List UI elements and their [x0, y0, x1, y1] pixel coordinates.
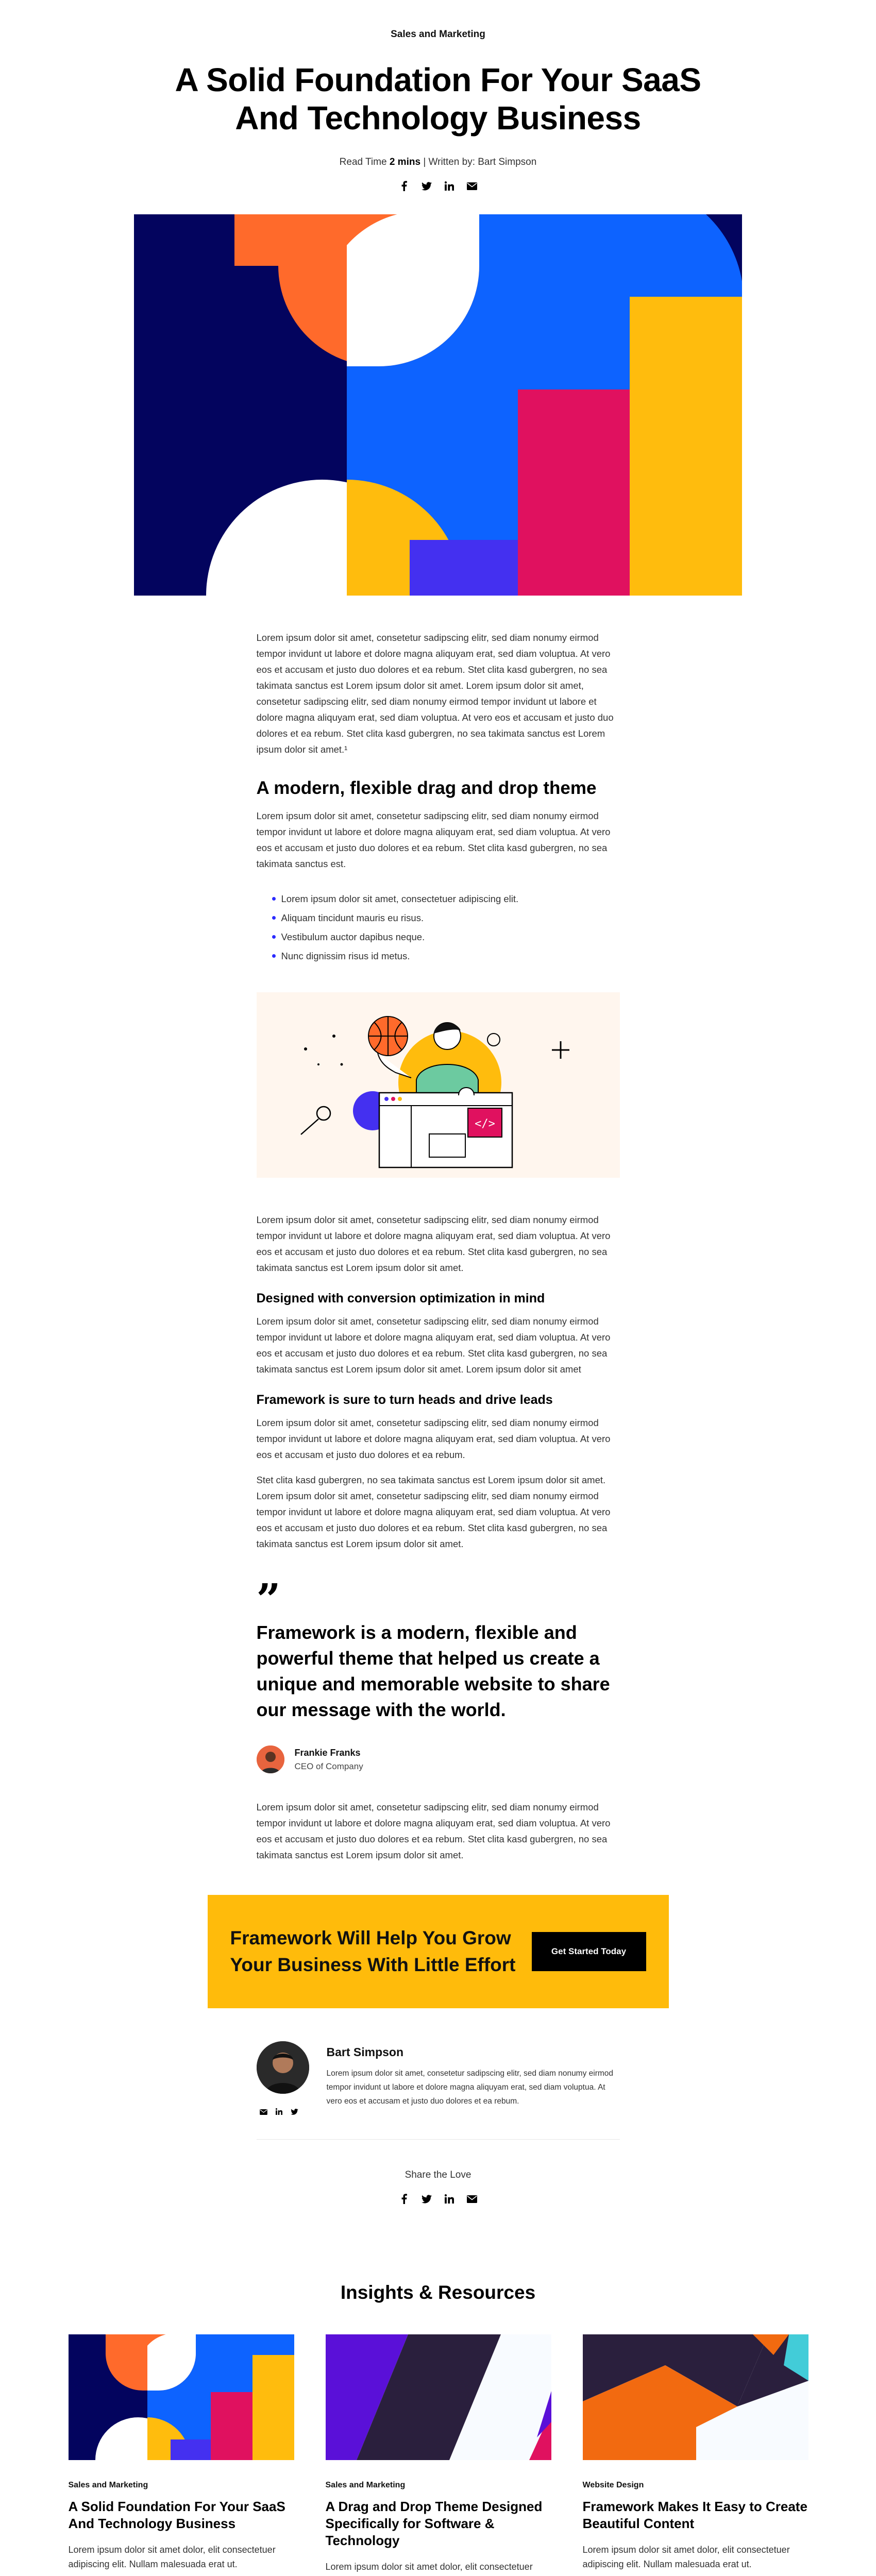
author-name[interactable]: Bart Simpson — [326, 2045, 404, 2059]
twitter-icon[interactable] — [291, 2108, 298, 2117]
section-heading-leads: Framework is sure to turn heads and drive leads — [256, 1393, 553, 1407]
post-title: A Solid Foundation For Your SaaS And Technology Business — [175, 61, 701, 137]
developer-illustration — [257, 992, 620, 1178]
section-heading-drag-drop: A modern, flexible drag and drop theme — [256, 778, 597, 798]
divider — [257, 2139, 620, 2140]
share-section — [0, 2170, 876, 2205]
list-item: Vestibulum auctor dapibus neque. — [272, 927, 620, 946]
card-category[interactable]: Sales and Marketing — [68, 2481, 148, 2489]
author-social-icons — [260, 2108, 309, 2117]
quote-mark: ” — [256, 1575, 281, 1624]
paragraph: Lorem ipsum dolor sit amet, consetetur sadipscing elitr, sed diam nonumy eirmod tempor invidunt ut labore et dolore magna aliquyam erat, sed diam voluptua. At vero eos et accusam et justo duo dolores et ea rebum. — [256, 1417, 611, 1460]
card-category[interactable]: Website Design — [582, 2481, 644, 2489]
quote-text: Framework is a modern, flexible and powerful theme that helped us create a unique and memorable website to share our message with the world. — [256, 1622, 610, 1720]
author-box — [257, 2041, 620, 2117]
share-label: Share the Love — [405, 2170, 471, 2180]
facebook-icon[interactable] — [398, 2193, 410, 2205]
bullet-list — [272, 889, 620, 965]
list-item: Aliquam tincidunt mauris eu risus. — [272, 908, 620, 927]
twitter-icon[interactable] — [421, 2193, 432, 2205]
read-time-value: 2 mins — [389, 157, 421, 167]
card-thumbnail[interactable] — [69, 2334, 294, 2460]
card-excerpt: Lorem ipsum dolor sit amet dolor, elit consectetuer adipiscing elit. Nullam malesuada erat ut. — [582, 2545, 790, 2569]
insights-cards — [69, 2334, 808, 2576]
resource-card[interactable] — [69, 2334, 294, 2576]
linkedin-icon[interactable] — [276, 2108, 282, 2117]
list-item: Lorem ipsum dolor sit amet, consectetuer adipiscing elit. — [272, 889, 620, 908]
hero-image — [134, 214, 742, 596]
card-title[interactable]: A Drag and Drop Theme Designed Specifically for Software & Technology — [325, 2499, 543, 2548]
quote-author-role: CEO of Company — [294, 1761, 363, 1771]
card-excerpt: Lorem ipsum dolor sit amet dolor, elit consectetuer — [325, 2562, 533, 2572]
facebook-icon[interactable] — [398, 180, 410, 192]
email-icon[interactable] — [466, 180, 478, 192]
paragraph: Stet clita kasd gubergren, no sea takimata sanctus est Lorem ipsum dolor sit amet. Lorem ipsum dolor sit amet, consetetur sadipscing elitr, sed diam nonumy eirmod tempor invidunt ut labore et dolore magna aliquyam erat, sed diam voluptua. At vero eos et accusam et justo duo dolores et ea rebum. Stet clita kasd gubergren, no sea takimata sanctus est Lorem ipsum dolor sit amet. — [256, 1475, 611, 1549]
card-title[interactable]: Framework Makes It Easy to Create Beautiful Content — [582, 2499, 807, 2531]
paragraph: Lorem ipsum dolor sit amet, consetetur sadipscing elitr, sed diam nonumy eirmod tempor invidunt ut labore et dolore magna aliquyam erat, sed diam voluptua. At vero eos et accusam et justo duo dolores et ea rebum. Stet clita kasd gubergren, no sea takimata sanctus est Lorem ipsum dolor sit amet. — [256, 1214, 611, 1273]
cta-title: Framework Will Help You Grow Your Business With Little Effort — [230, 1927, 516, 1975]
post-category[interactable]: Sales and Marketing — [391, 29, 485, 40]
avatar — [257, 2041, 309, 2094]
card-title[interactable]: A Solid Foundation For Your SaaS And Technology Business — [68, 2499, 285, 2531]
top-share-icons — [0, 180, 876, 192]
resource-card[interactable] — [583, 2334, 808, 2576]
twitter-icon[interactable] — [421, 180, 432, 192]
resource-card[interactable] — [326, 2334, 551, 2576]
linkedin-icon[interactable] — [444, 2193, 455, 2205]
section-heading-conversion: Designed with conversion optimization in mind — [256, 1291, 545, 1306]
intro-paragraph: Lorem ipsum dolor sit amet, consetetur sadipscing elitr, sed diam nonumy eirmod tempor invidunt ut labore et dolore magna aliquyam erat, sed diam voluptua. At vero eos et accusam et justo duo dolores et ea rebum. Stet clita kasd gubergren, no sea takimata sanctus est Lorem ipsum dolor sit amet. Lorem ipsum dolor sit amet, consetetur sadipscing elitr, sed diam nonumy eirmod tempor invidunt ut labore et dolore magna aliquyam erat, sed diam voluptua. At vero eos et accusam et justo duo dolores et ea rebum. Stet clita kasd gubergren, no sea takimata sanctus est Lorem ipsum dolor sit amet.¹ — [256, 632, 614, 755]
list-item: Nunc dignissim risus id metus. — [272, 946, 620, 965]
card-thumbnail[interactable] — [326, 2334, 551, 2460]
code-glyph: </> — [474, 1117, 495, 1130]
paragraph: Lorem ipsum dolor sit amet, consetetur sadipscing elitr, sed diam nonumy eirmod tempor invidunt ut labore et dolore magna aliquyam erat, sed diam voluptua. At vero eos et accusam et justo duo dolores et ea rebum. Stet clita kasd gubergren, no sea takimata sanctus est Lorem ipsum dolor sit amet. — [256, 1802, 611, 1860]
card-excerpt: Lorem ipsum dolor sit amet dolor, elit consectetuer adipiscing elit. Nullam malesuada erat ut. — [68, 2545, 276, 2569]
post-header — [0, 0, 876, 192]
get-started-button[interactable]: Get Started Today — [532, 1932, 646, 1971]
cta-banner — [208, 1895, 669, 2008]
card-category[interactable]: Sales and Marketing — [325, 2481, 406, 2489]
email-icon[interactable] — [466, 2193, 478, 2205]
bottom-share-icons — [0, 2193, 876, 2205]
paragraph: Lorem ipsum dolor sit amet, consetetur sadipscing elitr, sed diam nonumy eirmod tempor invidunt ut labore et dolore magna aliquyam erat, sed diam voluptua. At vero eos et accusam et justo duo dolores et ea rebum. Stet clita kasd gubergren, no sea takimata sanctus est. — [256, 810, 611, 869]
post-meta — [0, 157, 876, 168]
insights-title: Insights & Resources — [340, 2282, 536, 2303]
read-time-label: Read Time — [339, 157, 387, 167]
avatar — [257, 1745, 284, 1773]
paragraph: Lorem ipsum dolor sit amet, consetetur sadipscing elitr, sed diam nonumy eirmod tempor invidunt ut labore et dolore magna aliquyam erat, sed diam voluptua. At vero eos et accusam et justo duo dolores et ea rebum. Stet clita kasd gubergren, no sea takimata sanctus est Lorem ipsum dolor sit amet. Lorem ipsum dolor sit amet — [256, 1316, 611, 1375]
quote-author — [257, 1745, 620, 1773]
card-thumbnail[interactable] — [583, 2334, 808, 2460]
quote-author-name: Frankie Franks — [294, 1747, 361, 1758]
article-body — [257, 630, 620, 1863]
testimonial-quote — [256, 1575, 620, 1773]
email-icon[interactable] — [260, 2108, 267, 2117]
byline: | Written by: Bart Simpson — [423, 157, 537, 167]
author-bio: Lorem ipsum dolor sit amet, consetetur sadipscing elitr, sed diam nonumy eirmod tempor invidunt ut labore et dolore magna aliquyam erat, sed diam voluptua. At vero eos et accusam et justo duo dolores et ea rebum. — [326, 2069, 614, 2106]
linkedin-icon[interactable] — [444, 180, 455, 192]
